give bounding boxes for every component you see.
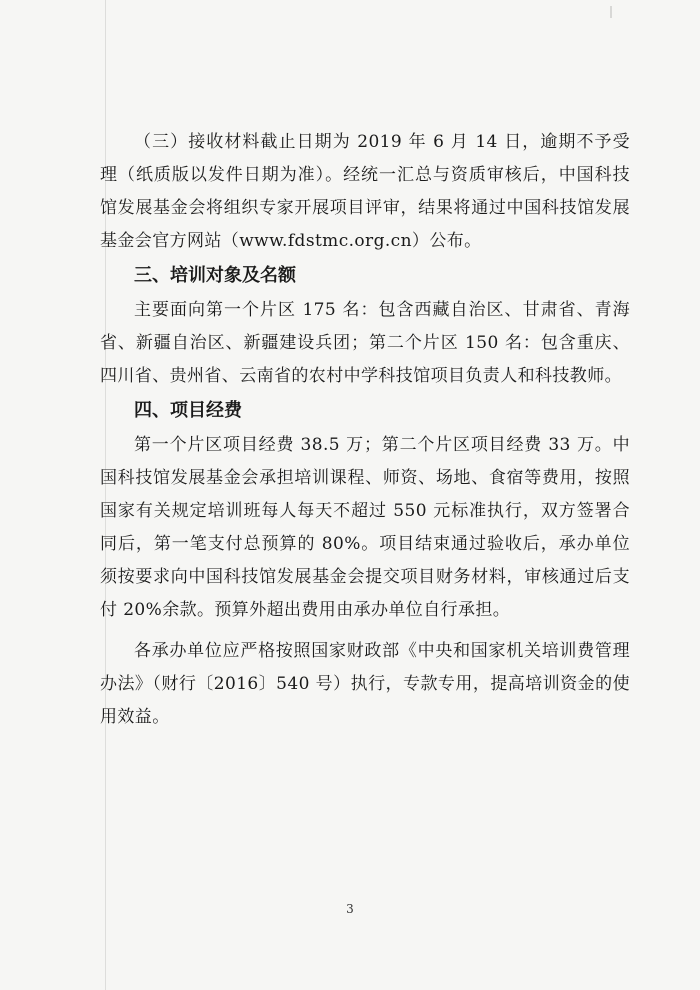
paragraph-deadline: （三）接收材料截止日期为 2019 年 6 月 14 日，逾期不予受理（纸质版以发件日期为准）。经统一汇总与资质审核后，中国科技馆发展基金会将组织专家开展项目评审，结果将通过中国科技馆发展基金会官方网站（www.fdstmc.org.cn）公布。	[100, 132, 630, 251]
paragraph-trainees: 主要面向第一个片区 175 名：包含西藏自治区、甘肃省、青海省、新疆自治区、新疆建设兵团；第二个片区 150 名：包含重庆、四川省、贵州省、云南省的农村中学科技馆项目负责人和科技教师。	[100, 300, 630, 386]
section-heading-trainees: 三、培训对象及名额	[134, 265, 296, 286]
section-heading-funding: 四、项目经费	[134, 400, 242, 421]
page-number: 3	[346, 902, 354, 916]
paragraph-regulations: 各承办单位应严格按照国家财政部《中央和国家机关培训费管理办法》（财行〔2016〕540 号）执行，专款专用，提高培训资金的使用效益。	[100, 641, 630, 727]
document-body	[100, 126, 630, 734]
paragraph-funding: 第一个片区项目经费 38.5 万；第二个片区项目经费 33 万。中国科技馆发展基金会承担培训课程、师资、场地、食宿等费用，按照国家有关规定培训班每人每天不超过 550 元标准执行，双方签署合同后，第一笔支付总预算的 80%。项目结束通过验收后，承办单位须按要求向中国科技馆发展基金会提交项目财务材料，审核通过后支付 20%余款。预算外超出费用由承办单位自行承担。	[100, 435, 630, 620]
scan-mark	[610, 6, 612, 18]
